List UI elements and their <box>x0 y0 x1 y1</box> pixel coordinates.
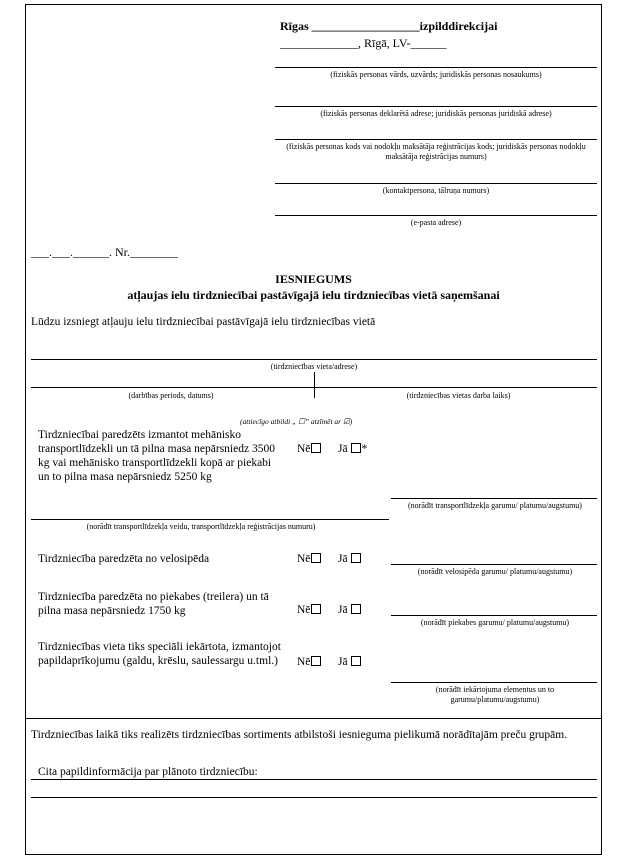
no-checkbox[interactable] <box>311 604 321 614</box>
yes-label: Jā <box>338 443 348 455</box>
question-bicycle-no[interactable] <box>297 552 321 566</box>
document-subtitle: atļaujas ielu tirdzniecībai pastāvīgajā ielu tirdzniecības vietā saņemšanai <box>127 288 500 302</box>
yes-checkbox[interactable] <box>351 553 361 563</box>
vehicle-type-line[interactable] <box>31 519 389 520</box>
vehicle-type-caption: (norādīt transportlīdzekļa veidu, transportlīdzekļa reģistrācijas numuru) <box>86 522 316 531</box>
applicant-address-line[interactable] <box>275 106 597 107</box>
place-caption: (tirdzniecības vieta/adrese) <box>270 362 358 371</box>
yes-label: Jā <box>338 656 348 668</box>
equipment-dimensions-line[interactable] <box>391 682 597 683</box>
vehicle-dimensions-line[interactable] <box>391 498 597 499</box>
question-bicycle-text: Tirdzniecība paredzēta no velosipēda <box>38 553 210 565</box>
vehicle-dimensions-caption: (norādīt transportlīdzekļa garumu/ platumu/augstumu) <box>408 501 582 510</box>
question-equipment-text: Tirdzniecības vieta tiks speciāli iekārtota, izmantojot papildaprīkojumu (galdu, krēslu, saulessargu u.tml.) <box>38 641 281 667</box>
no-label: Nē <box>297 553 311 565</box>
contact-line[interactable] <box>275 183 597 184</box>
no-checkbox[interactable] <box>311 656 321 666</box>
place-line[interactable] <box>31 359 597 360</box>
question-trailer-yes[interactable] <box>338 603 361 617</box>
recipient-prefix: Rīgas <box>280 19 309 33</box>
section-divider <box>25 718 602 719</box>
yes-checkbox[interactable] <box>351 443 361 453</box>
recipient-line <box>280 19 590 33</box>
date-number-line[interactable]: ___.___.______. Nr.________ <box>31 245 178 259</box>
trailer-dimensions-caption: (norādīt piekabes garumu/ platumu/augstumu) <box>420 618 570 627</box>
period-caption: (darbības periods, datums) <box>128 391 214 400</box>
yes-label: Jā <box>338 604 348 616</box>
applicant-name-line[interactable] <box>275 67 597 68</box>
yes-checkbox[interactable] <box>351 656 361 666</box>
bicycle-dimensions-caption: (norādīt velosipēda garumu/ platumu/augstumu) <box>417 567 573 576</box>
other-info-line-2[interactable] <box>31 797 597 798</box>
no-checkbox[interactable] <box>311 553 321 563</box>
no-checkbox[interactable] <box>311 443 321 453</box>
yes-checkbox[interactable] <box>351 604 361 614</box>
question-equipment-yes[interactable] <box>338 655 361 669</box>
applicant-address-caption: (fiziskās personas deklarētā adrese; juridiskās personas juridiskā adrese) <box>320 109 552 118</box>
no-label: Nē <box>297 656 311 668</box>
other-info-line-1[interactable] <box>31 779 597 780</box>
mark-instruction: (attiecīgo atbildi „ ☐” atzīmēt ar ☑) <box>240 417 353 426</box>
equipment-dimensions-caption: (norādīt iekārtojuma elementus un to garumu/platumu/augstumu) <box>435 685 555 704</box>
no-label: Nē <box>297 443 311 455</box>
question-bicycle-yes[interactable] <box>338 552 361 566</box>
yes-footnote-mark: * <box>361 443 368 455</box>
trailer-dimensions-line[interactable] <box>391 615 597 616</box>
bicycle-dimensions-line[interactable] <box>391 564 597 565</box>
applicant-code-caption: (fiziskās personas kods vai nodokļu maksātāja reģistrācijas kods; juridiskās personas nodokļu maksātāja reģistrācijas numurs) <box>286 142 586 161</box>
question-trailer-text: Tirdzniecība paredzēta no piekabes (treilera) un tā pilna masa nepārsniedz 1750 kg <box>38 591 269 617</box>
hours-caption: (tirdzniecības vietas darba laiks) <box>406 391 511 400</box>
assortment-text: Tirdzniecības laikā tiks realizēts tirdzniecības sortiments atbilstoši iesnieguma pielikumā norādītajām preču grupām. <box>31 729 568 741</box>
recipient-city-line: _____________, Rīgā, LV-______ <box>280 36 447 50</box>
question-vehicle-text: Tirdzniecībai paredzēts izmantot mehānisko transportlīdzekli un tā pilna masa nepārsniedz 3500 kg vai mehānisko transportlīdzekli kopā ar piekabi un to pilna masa nepārsniedz 5250 kg <box>38 429 275 483</box>
question-vehicle-yes[interactable] <box>338 442 367 456</box>
yes-label: Jā <box>338 553 348 565</box>
contact-caption: (kontaktpersona, tālruņa numurs) <box>382 186 490 195</box>
recipient-suffix: izpilddirekcijai <box>419 19 498 33</box>
no-label: Nē <box>297 604 311 616</box>
other-info-label: Cita papildinformācija par plānoto tirdzniecību: <box>38 766 258 778</box>
email-caption: (e-pasta adrese) <box>410 218 462 227</box>
applicant-code-line[interactable] <box>275 139 597 140</box>
period-hours-divider <box>314 372 315 398</box>
question-trailer-no[interactable] <box>297 603 321 617</box>
applicant-name-caption: (fiziskās personas vārds, uzvārds; juridiskās personas nosaukums) <box>330 70 542 79</box>
document-title: IESNIEGUMS <box>275 272 352 286</box>
question-vehicle-no[interactable] <box>297 442 321 456</box>
question-equipment-no[interactable] <box>297 655 321 669</box>
request-text: Lūdzu izsniegt atļauju ielu tirdzniecībai pastāvīgajā ielu tirdzniecības vietā <box>31 316 376 328</box>
recipient-blank: __________________ <box>311 19 420 33</box>
email-line[interactable] <box>275 215 597 216</box>
